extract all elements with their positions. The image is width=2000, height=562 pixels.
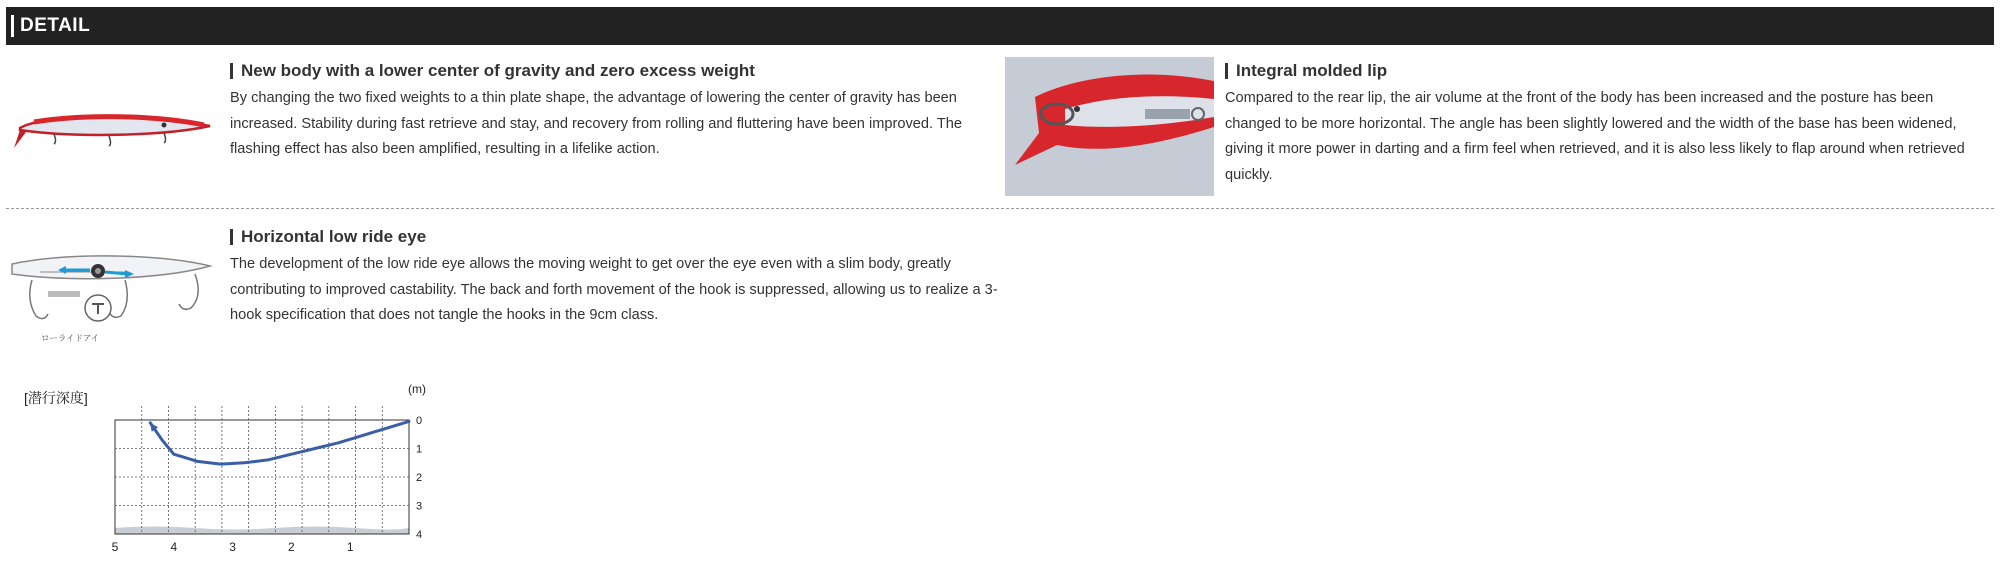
chart-bottom-band xyxy=(115,527,409,535)
chart-data-point xyxy=(243,462,245,464)
feature-title: New body with a lower center of gravity and zero excess weight xyxy=(230,59,1000,83)
chart-x-tick-label: 2 xyxy=(288,540,295,554)
feature-integral-molded-lip xyxy=(1225,59,1987,188)
chart-data-point xyxy=(267,459,269,461)
low-ride-eye-caption: ローライドアイ xyxy=(40,333,100,343)
chart-data-point xyxy=(196,460,198,462)
detail-header xyxy=(6,7,1994,45)
chart-y-unit: (m) xyxy=(408,382,426,396)
chart-data-point xyxy=(314,447,316,449)
diving-depth-chart xyxy=(14,378,444,558)
feature-lower-center-of-gravity xyxy=(230,59,1000,163)
chart-x-tick-label: 5 xyxy=(111,540,119,554)
chart-y-tick-label: 4 xyxy=(416,529,423,541)
feature-description: The development of the low ride eye allows the moving weight to get over the eye even with a slim body, greatly contributing to improved castability. The back and forth movement of the hook is suppressed, allowing us to realize a 3-hook specification that does not tangle the hooks in the 9cm class. xyxy=(230,256,998,323)
chart-y-tick-label: 2 xyxy=(416,472,423,484)
chart-title: [潜行深度] xyxy=(24,390,88,406)
lure-body-image xyxy=(14,90,214,160)
feature-horizontal-low-ride-eye xyxy=(230,225,1000,329)
header-title: DETAIL xyxy=(20,15,91,36)
chart-data-point xyxy=(337,442,339,444)
chart-data-point xyxy=(220,463,222,465)
chart-y-tick-label: 3 xyxy=(416,500,423,513)
low-ride-eye-image xyxy=(10,250,218,350)
chart-data-point xyxy=(408,420,410,422)
chart-plot-area xyxy=(112,406,422,554)
chart-data-point xyxy=(173,453,175,455)
integral-lip-image xyxy=(1005,57,1214,196)
section-divider xyxy=(6,208,1994,209)
chart-y-tick-label: 0 xyxy=(416,415,423,427)
feature-title: Horizontal low ride eye xyxy=(230,225,1000,249)
chart-data-point xyxy=(161,439,163,441)
feature-description: By changing the two fixed weights to a thin plate shape, the advantage of lowering the center of gravity has been increased. Stability during fast retrieve and stay, and recovery from rolling and fluttering have been improved. The flashing effect has also been amplified, resulting in a lifelike action. xyxy=(230,90,962,157)
chart-data-point xyxy=(361,434,363,436)
chart-x-tick-label: 4 xyxy=(170,540,178,554)
chart-x-tick-label: 1 xyxy=(346,540,354,554)
chart-data-point xyxy=(290,453,292,455)
header-accent-bar xyxy=(11,15,14,37)
feature-description: Compared to the rear lip, the air volume at the front of the body has been increased and the posture has been changed to be more horizontal. The angle has been slightly lowered and the width of the base has been widened, giving it more power in darting and a firm feel when retrieved, and it is also less likely to flap around when retrieved quickly. xyxy=(1225,90,1965,183)
chart-x-tick-label: 3 xyxy=(229,540,236,554)
chart-series-line xyxy=(150,421,409,464)
chart-y-tick-label: 1 xyxy=(416,443,423,456)
feature-title: Integral molded lip xyxy=(1225,59,1987,83)
chart-data-point xyxy=(384,427,386,429)
